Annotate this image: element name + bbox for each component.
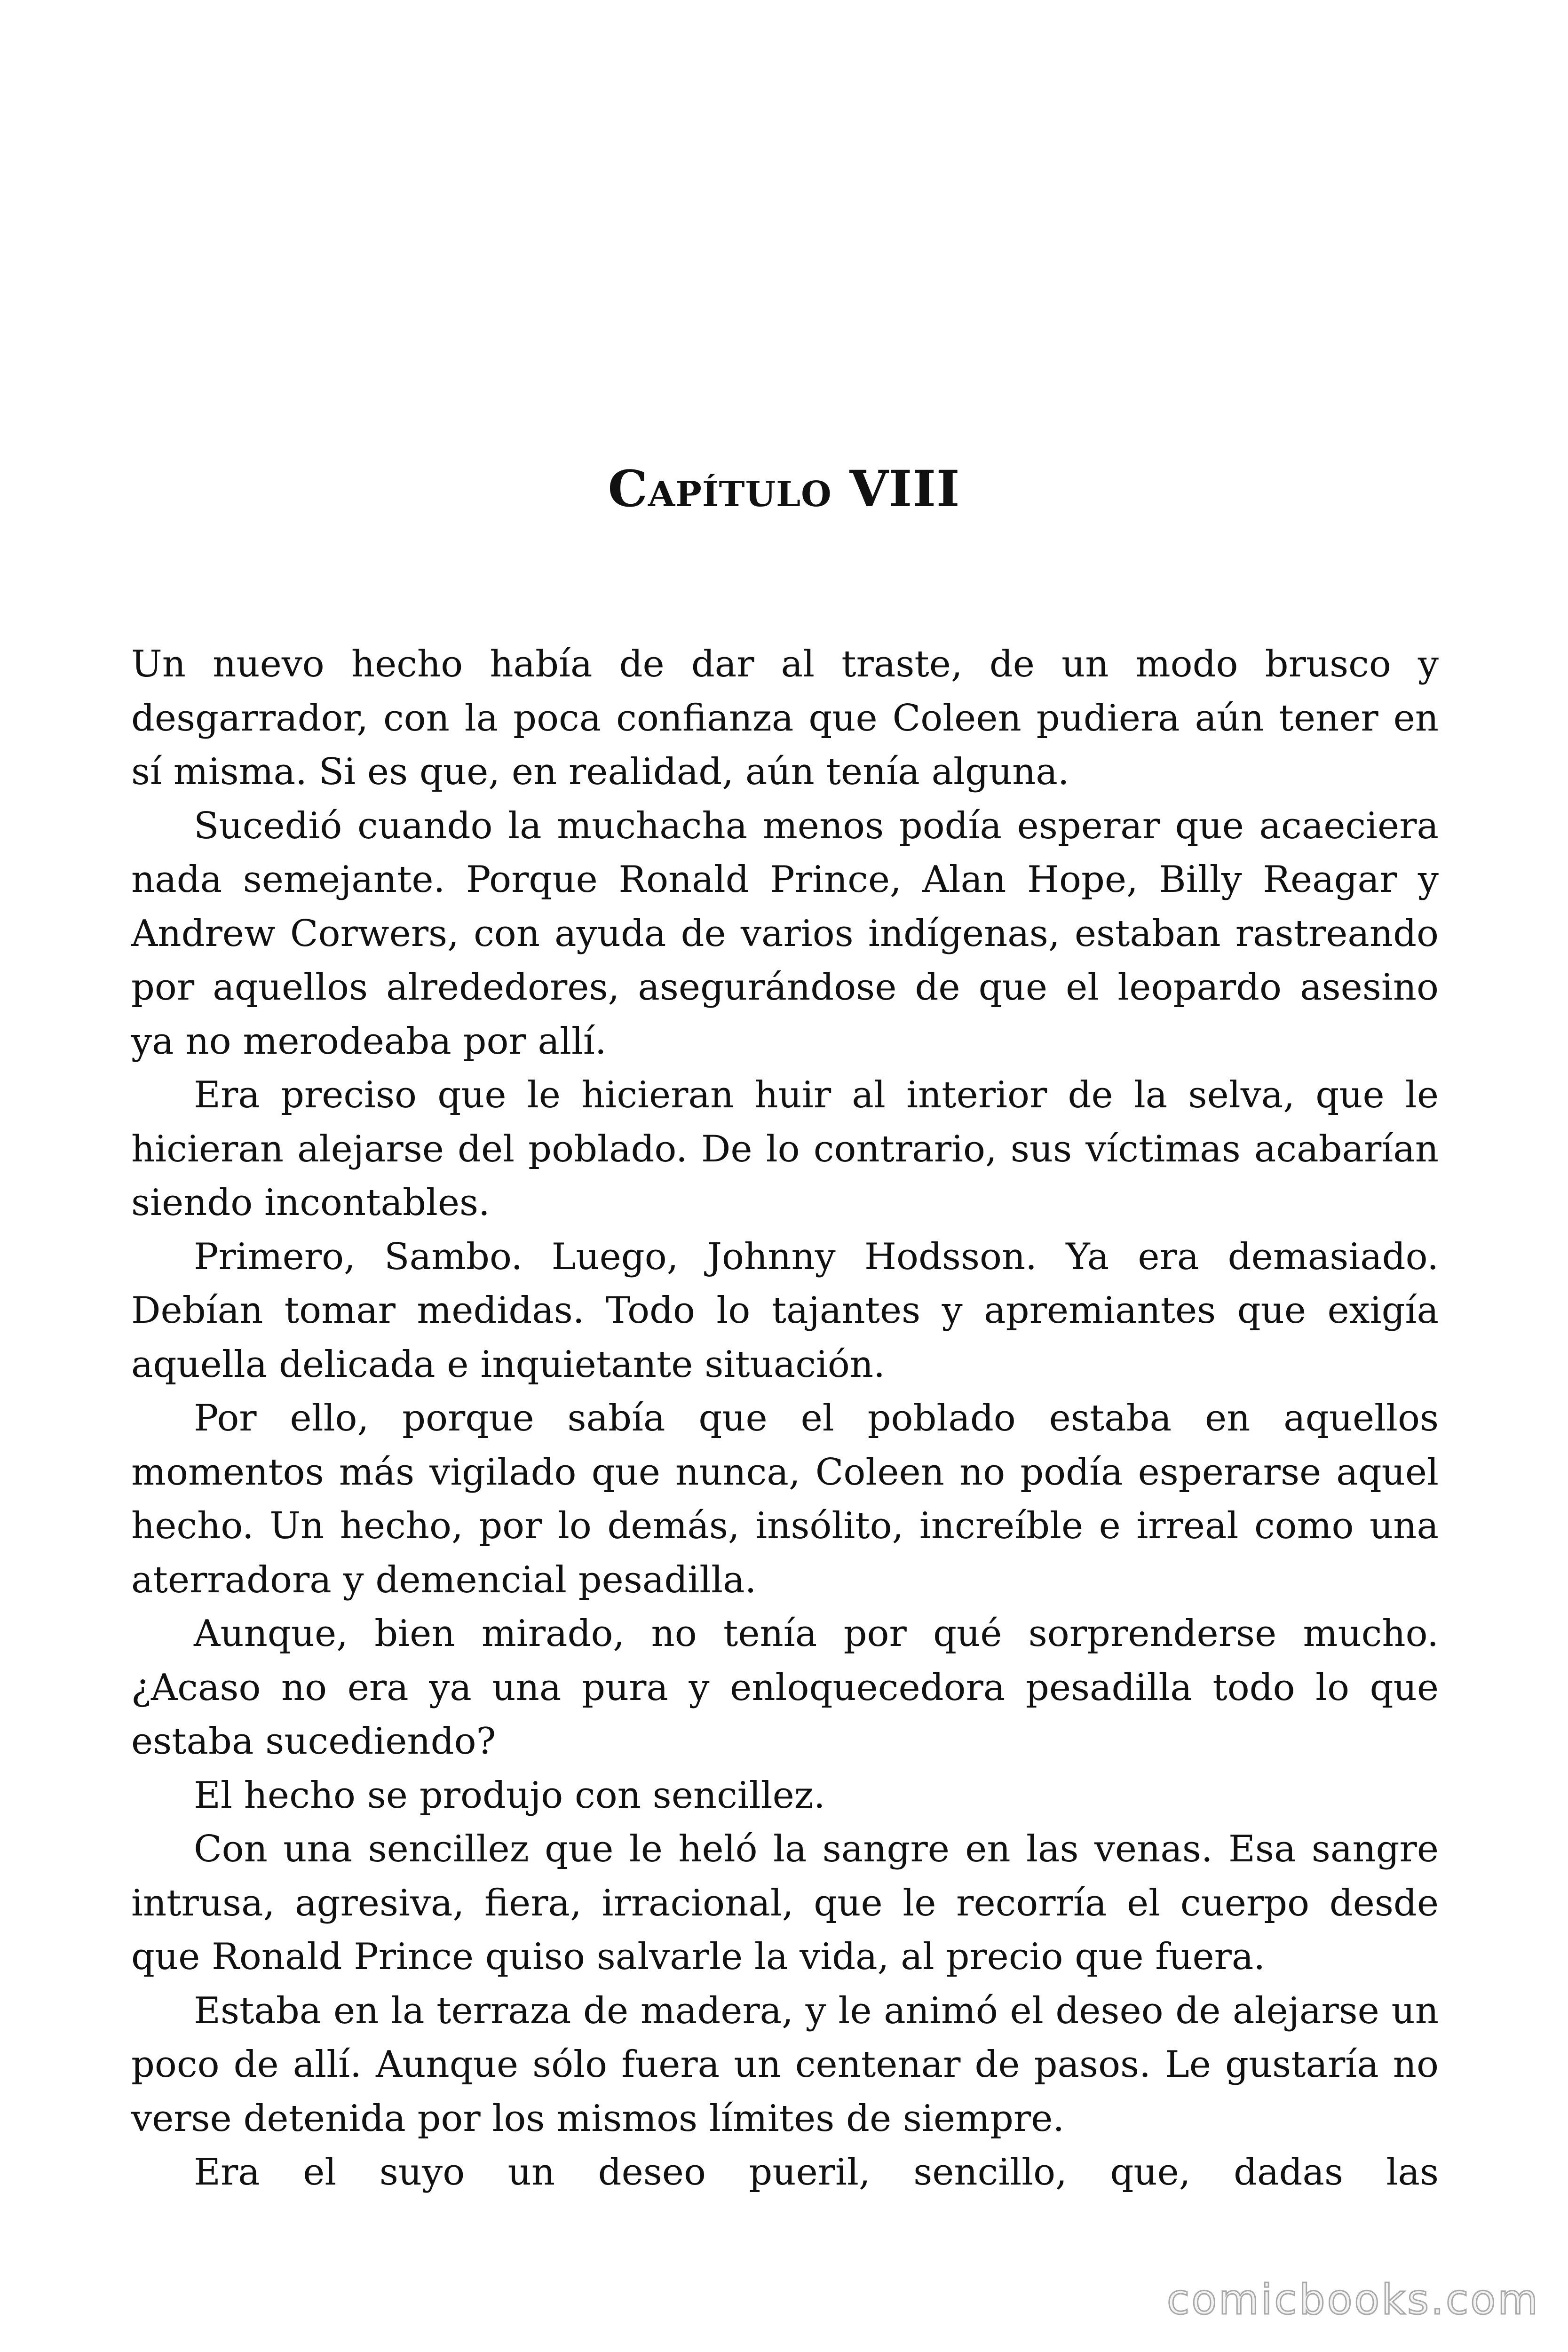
chapter-body	[131, 637, 1439, 2200]
chapter-title-text: Capítulo VIII	[608, 459, 960, 518]
watermark: comicbooks.com	[1166, 2275, 1540, 2324]
paragraph: Primero, Sambo. Luego, Johnny Hodsson. Ya era demasiado. Debían tomar medidas. Todo lo tajantes y apremiantes que exigía aquella delicada e inquietante situación.	[131, 1235, 1439, 1386]
paragraph: Sucedió cuando la muchacha menos podía esperar que acaeciera nada semejante. Porque Ronald Prince, Alan Hope, Billy Reagar y Andrew Corwers, con ayuda de varios indígenas, estaban rastreando por aquellos alrededores, asegurándose de que el leopardo asesino ya no merodeaba por allí.	[131, 804, 1439, 1063]
paragraph: Estaba en la terraza de madera, y le animó el deseo de alejarse un poco de allí. Aunque sólo fuera un centenar de pasos. Le gustaría no verse detenida por los mismos límites de siempre.	[131, 1989, 1439, 2140]
chapter-title	[0, 459, 1568, 518]
paragraph: El hecho se produjo con sencillez.	[194, 1774, 825, 1817]
paragraph: Aunque, bien mirado, no tenía por qué sorprenderse mucho. ¿Acaso no era ya una pura y enloquecedora pesadilla todo lo que estaba sucediendo?	[131, 1613, 1439, 1763]
paragraph-continued: Era el suyo un deseo pueril, sencillo, que, dadas las	[194, 2151, 1439, 2193]
paragraph: Con una sencillez que le heló la sangre en las venas. Esa sangre intrusa, agresiva, fiera, irracional, que le recorría el cuerpo desde que Ronald Prince quiso salvarle la vida, al precio que fuera.	[131, 1828, 1439, 1978]
paragraph: Un nuevo hecho había de dar al traste, de un modo brusco y desgarrador, con la poca confianza que Coleen pudiera aún tener en sí misma. Si es que, en realidad, aún tenía alguna.	[131, 643, 1439, 793]
paragraph: Por ello, porque sabía que el poblado estaba en aquellos momentos más vigilado que nunca, Coleen no podía esperarse aquel hecho. Un hecho, por lo demás, insólito, increíble e irreal como una aterradora y demencial pesadilla.	[131, 1397, 1439, 1601]
paragraph: Era preciso que le hicieran huir al interior de la selva, que le hicieran alejarse del poblado. De lo contrario, sus víctimas acabarían siendo incontables.	[131, 1074, 1439, 1224]
